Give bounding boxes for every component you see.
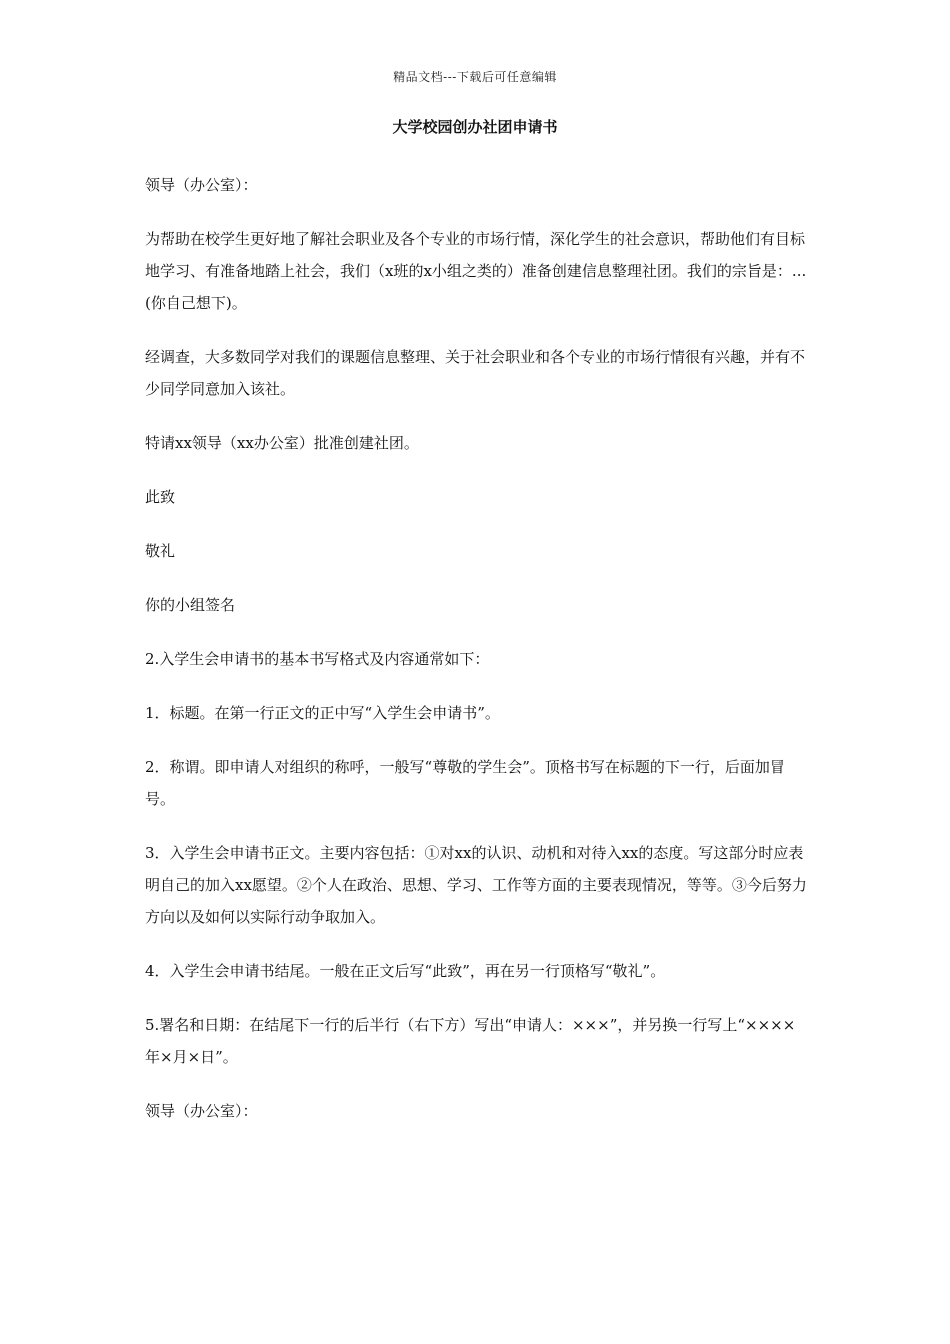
- list-item: 1．标题。在第一行正文的正中写“入学生会申请书”。: [145, 704, 500, 722]
- closing-line: 此致: [145, 488, 176, 506]
- closing-line: 敬礼: [145, 542, 176, 560]
- list-item: 3．入学生会申请书正文。主要内容包括：①对xx的认识、动机和对待入xx的态度。写这部分时应表明自己的加入xx愿望。②个人在政治、思想、学习、工作等方面的主要表现情况，等等。③今后努力方向以及如何以实际行动争取加入。: [145, 844, 807, 926]
- salutation: 领导（办公室）：: [145, 1102, 258, 1120]
- section-heading: 2.入学生会申请书的基本书写格式及内容通常如下：: [145, 650, 490, 668]
- salutation: 领导（办公室）：: [145, 176, 258, 194]
- document-body: [145, 169, 810, 1149]
- list-item: 4．入学生会申请书结尾。一般在正文后写“此致”，再在另一行顶格写“敬礼”。: [145, 962, 666, 980]
- body-paragraph: 特请xx领导（xx办公室）批准创建社团。: [145, 434, 419, 452]
- signature-line: 你的小组签名: [145, 596, 236, 614]
- list-item: 5.署名和日期：在结尾下一行的后半行（右下方）写出“申请人：×××”，并另换一行写上“××××年×月×日”。: [145, 1016, 796, 1066]
- body-paragraph: 经调查，大多数同学对我们的课题信息整理、关于社会职业和各个专业的市场行情很有兴趣，并有不少同学同意加入该社。: [145, 348, 806, 398]
- list-item: 2．称谓。即申请人对组织的称呼，一般写“尊敬的学生会”。顶格书写在标题的下一行，后面加冒号。: [145, 758, 785, 808]
- document-title: 大学校园创办社团申请书: [392, 118, 558, 136]
- header-note: 精品文档---下载后可任意编辑: [393, 70, 557, 84]
- body-paragraph: 为帮助在校学生更好地了解社会职业及各个专业的市场行情，深化学生的社会意识，帮助他们有目标地学习、有准备地踏上社会，我们（x班的x小组之类的）准备创建信息整理社团。我们的宗旨是：...(你自己想下)。: [145, 230, 807, 312]
